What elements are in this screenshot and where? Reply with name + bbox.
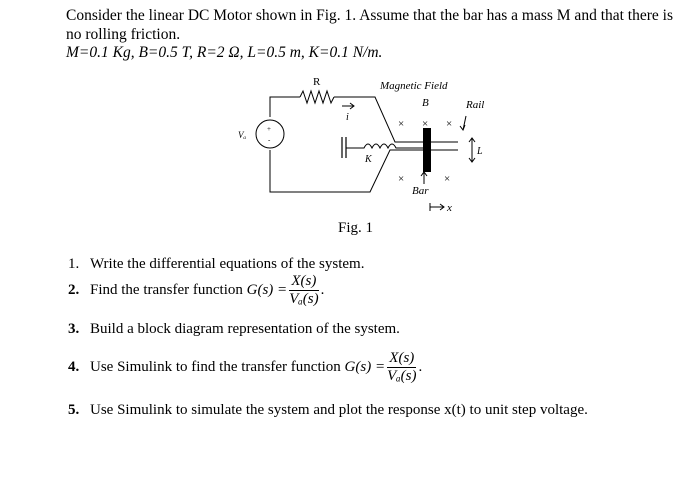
resistor-symbol	[300, 91, 334, 103]
rail-label: Rail	[466, 99, 485, 111]
fraction-numerator: X(s)	[289, 273, 318, 291]
length-dimension-arrow	[469, 138, 475, 162]
current-label: i	[346, 112, 349, 123]
question-5	[68, 402, 588, 419]
question-number: 5.	[68, 402, 80, 418]
question-text: Find the transfer function	[90, 281, 243, 298]
transfer-function-fraction	[289, 273, 318, 308]
question-text: Build a block diagram representation of the system.	[90, 321, 400, 337]
spring-symbol	[346, 144, 426, 148]
linear-dc-motor-figure	[230, 72, 500, 222]
resistor-label: R	[313, 76, 321, 88]
spring-label: K	[365, 154, 372, 165]
fraction-denominator: Vₐ(s)	[387, 368, 417, 384]
voltage-source-plus: +	[267, 125, 271, 133]
voltage-source-label: Vₐ	[238, 130, 247, 140]
question-4	[68, 350, 422, 385]
spring-wall	[342, 137, 346, 158]
length-label: L	[477, 146, 483, 157]
question-text: Use Simulink to find the transfer function	[90, 358, 341, 375]
field-cross: ×	[444, 173, 451, 185]
transfer-function-fraction	[387, 350, 416, 385]
question-tail: .	[418, 358, 423, 375]
fraction-denominator: Vₐ(s)	[289, 291, 319, 307]
field-cross: ×	[446, 118, 453, 130]
x-direction-arrow	[430, 203, 444, 211]
question-number: 2.	[68, 281, 80, 298]
question-text: Use Simulink to simulate the system and plot the response x(t) to unit step voltage.	[90, 402, 588, 418]
question-text: Write the differential equations of the system.	[90, 256, 365, 272]
question-number: 3.	[68, 321, 80, 337]
problem-intro: Consider the linear DC Motor shown in Fig. 1. Assume that the bar has a mass M and that there is no rolling friction.	[66, 7, 673, 43]
question-tail: .	[320, 281, 325, 298]
x-direction-label: x	[447, 202, 452, 214]
question-1	[68, 256, 364, 273]
question-2	[68, 273, 324, 308]
figure-caption: Fig. 1	[338, 220, 374, 236]
transfer-function-lhs: G(s) =	[246, 281, 288, 298]
problem-parameters: M=0.1 Kg, B=0.5 T, R=2 Ω, L=0.5 m, K=0.1 N/m.	[66, 44, 383, 61]
magnetic-field-label: Magnetic Field	[380, 80, 448, 92]
field-cross: ×	[398, 173, 405, 185]
bar-arrow	[421, 172, 427, 184]
voltage-source-minus: -	[268, 136, 271, 144]
current-arrow	[342, 103, 354, 109]
question-3	[68, 321, 400, 338]
question-number: 4.	[68, 358, 80, 375]
question-number: 1.	[68, 256, 80, 272]
rail-arrow	[460, 116, 466, 130]
fraction-numerator: X(s)	[387, 350, 416, 368]
transfer-function-lhs: G(s) =	[344, 358, 386, 375]
moving-bar	[423, 128, 431, 172]
field-cross: ×	[422, 118, 429, 130]
bar-label: Bar	[412, 185, 429, 197]
field-b-label: B	[422, 97, 429, 109]
field-cross: ×	[398, 118, 405, 130]
